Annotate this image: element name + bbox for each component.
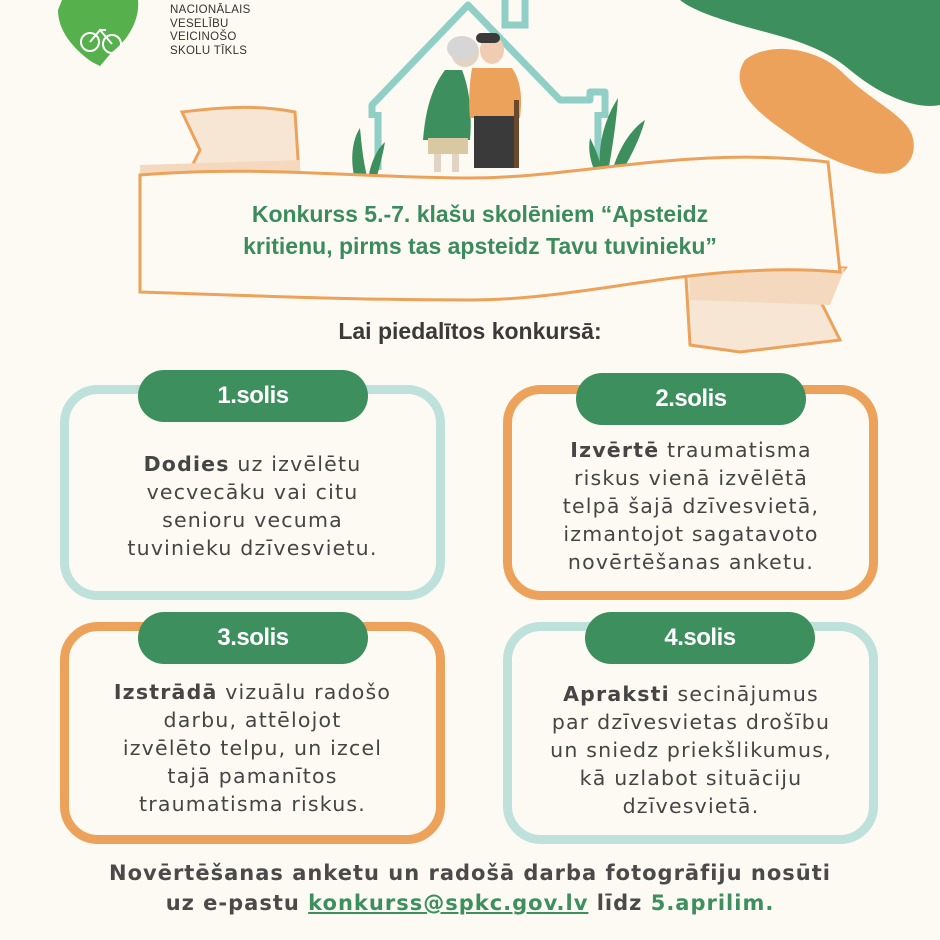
competition-title xyxy=(160,198,800,262)
step-1-text: Dodies uz izvēlētu vecvecāku vai citu senioru vecuma tuvinieku dzīvesvietu. xyxy=(127,452,378,560)
step-4-text: Apraksti secinājumus par dzīvesvietas drošību un sniedz priekšlikumus, kā uzlabot situāciju dzīvesvietā. xyxy=(550,682,832,818)
step-2-label: 2.solis xyxy=(576,373,806,425)
logo-text xyxy=(170,4,310,58)
step-2-verb: Izvērtē xyxy=(570,438,660,462)
step-2-text: Izvērtē traumatisma riskus vienā izvēlētā telpā šajā dzīvesvietā, izmantojot sagatavoto novērtēšanas anketu. xyxy=(562,438,820,574)
logo-line: SKOLU TĪKLS xyxy=(170,44,248,57)
participation-subtitle: Lai piedalītos konkursā: xyxy=(338,318,602,344)
logo-line: NACIONĀLAIS xyxy=(170,4,251,16)
footer-line-2: uz e-pastu konkurss@spkc.gov.lv līdz 5.aprilim. xyxy=(165,891,775,915)
step-1-verb: Dodies xyxy=(143,452,230,476)
logo-line: VESELĪBU xyxy=(170,17,229,30)
step-3-text: Izstrādā vizuālu radošo darbu, attēlojot izvēlēto telpu, un izcel tajā pamanītos traumatisma riskus. xyxy=(113,680,392,816)
deadline-date: 5.aprilim. xyxy=(650,891,775,915)
step-3-label: 3.solis xyxy=(138,612,368,664)
step-3-verb: Izstrādā xyxy=(113,680,218,704)
step-4-label: 4.solis xyxy=(585,612,815,664)
elderly-couple-illustration xyxy=(423,33,521,172)
logo-line: VEICINOŠO xyxy=(170,31,237,43)
step-1-label: 1.solis xyxy=(138,370,368,422)
title-line-1: Konkurss 5.-7. klašu skolēniem “Apsteidz xyxy=(251,201,709,227)
step-4-verb: Apraksti xyxy=(563,682,670,706)
title-line-2: kritienu, pirms tas apsteidz Tavu tuvinieku” xyxy=(243,233,717,259)
footer-instructions xyxy=(0,858,940,918)
email-link[interactable]: konkurss@spkc.gov.lv xyxy=(308,891,589,915)
logo-heart-icon xyxy=(58,0,138,66)
footer-line-1: Novērtēšanas anketu un radošā darba fotogrāfiju nosūti xyxy=(109,861,831,885)
